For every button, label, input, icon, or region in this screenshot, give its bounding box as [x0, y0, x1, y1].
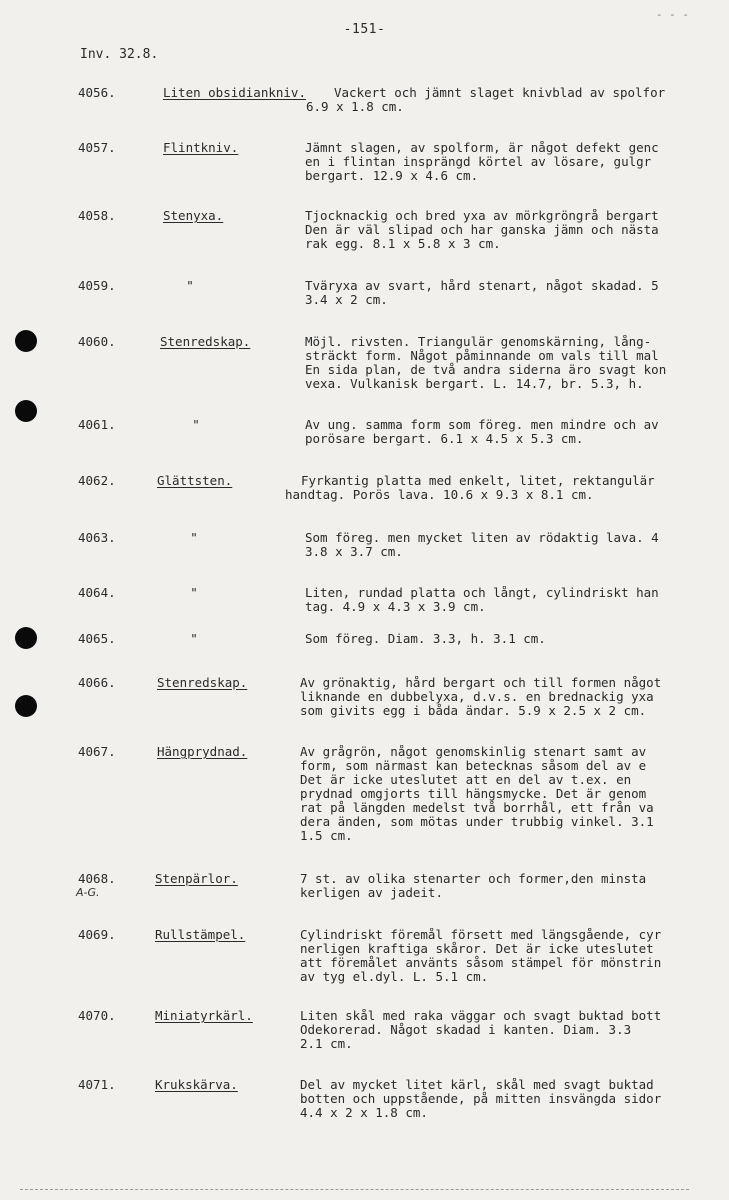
ditto-mark: "	[192, 417, 200, 432]
entry-name: Rullstämpel.	[155, 927, 246, 942]
entry-description: Vackert och jämnt slaget knivblad av spolfor 6.9 x 1.8 cm.	[306, 86, 666, 114]
entry-name: Flintkniv.	[163, 140, 239, 155]
entry-number: 4065.	[78, 631, 116, 646]
entry-number: 4070.	[78, 1008, 116, 1023]
entry-name: Hängprydnad.	[157, 744, 248, 759]
entry-number: 4059.	[78, 278, 116, 293]
ditto-mark: "	[190, 530, 198, 545]
entry-number: 4068.	[78, 871, 116, 886]
entry-number: 4063.	[78, 530, 116, 545]
inventory-header: Inv. 32.8.	[80, 47, 159, 62]
entry-description: Av grönaktig, hård bergart och till formen något liknande en dubbelyxa, d.v.s. en brednackig yxa som givits egg i båda ändar. 5.9 x 2.5 x 2 cm.	[300, 676, 662, 718]
entry-number: 4066.	[78, 675, 116, 690]
entry-subnumber: A-G.	[76, 886, 100, 899]
entry-description: Möjl. rivsten. Triangulär genomskärning, lång- sträckt form. Något påminnande om vals till mal En sida plan, de två andra siderna äro svagt kon vexa. Vulkanisk bergart. L. 14.7, br. 5.3, h.	[305, 335, 667, 391]
entry-description: Fyrkantig platta med enkelt, litet, rektangulär handtag. Porös lava. 10.6 x 9.3 x 8.1 cm.	[285, 474, 655, 502]
entry-number: 4071.	[78, 1077, 116, 1092]
entry-name: Liten obsidiankniv.	[163, 85, 306, 100]
entry-description: Tväryxa av svart, hård stenart, något skadad. 5 3.4 x 2 cm.	[305, 279, 659, 307]
entry-number: 4067.	[78, 744, 116, 759]
entry-number: 4058.	[78, 208, 116, 223]
entry-description: Liten, rundad platta och långt, cylindriskt han tag. 4.9 x 4.3 x 3.9 cm.	[305, 586, 659, 614]
entry-number: 4062.	[78, 473, 116, 488]
entry-description: Av ung. samma form som föreg. men mindre och av porösare bergart. 6.1 x 4.5 x 5.3 cm.	[305, 418, 659, 446]
entry-number: 4056.	[78, 85, 116, 100]
ditto-mark: "	[190, 585, 198, 600]
entry-description: Jämnt slagen, av spolform, är något defekt genc en i flintan insprängd körtel av lösare, gulgr bergart. 12.9 x 4.6 cm.	[305, 141, 659, 183]
entry-name: Stenredskap.	[157, 675, 248, 690]
entry-description: Del av mycket litet kärl, skål med svagt buktad botten och uppstående, på mitten insvängda sidor 4.4 x 2 x 1.8 cm.	[300, 1078, 662, 1120]
entry-number: 4069.	[78, 927, 116, 942]
entry-description: 7 st. av olika stenarter och former,den minsta kerligen av jadeit.	[300, 872, 647, 900]
entry-name: Krukskärva.	[155, 1077, 238, 1092]
entry-number: 4061.	[78, 417, 116, 432]
entry-number: 4057.	[78, 140, 116, 155]
entry-number: 4064.	[78, 585, 116, 600]
ditto-mark: "	[186, 278, 194, 293]
page-bottom-edge	[20, 1189, 689, 1190]
page-number: -151-	[343, 22, 386, 37]
entry-description: Som föreg. men mycket liten av rödaktig lava. 4 3.8 x 3.7 cm.	[305, 531, 659, 559]
entry-name: Glättsten.	[157, 473, 233, 488]
entry-description: Liten skål med raka väggar och svagt buktad bott Odekorerad. Något skadad i kanten. Diam. 3.3 2.1 cm.	[300, 1009, 662, 1051]
entry-description: Tjocknackig och bred yxa av mörkgröngrå bergart Den är väl slipad och har ganska jämn och nästa rak egg. 8.1 x 5.8 x 3 cm.	[305, 209, 659, 251]
entry-name: Stenyxa.	[163, 208, 224, 223]
entry-number: 4060.	[78, 334, 116, 349]
ditto-mark: "	[190, 631, 198, 646]
punch-hole	[15, 695, 37, 717]
entry-description: Som föreg. Diam. 3.3, h. 3.1 cm.	[305, 632, 546, 646]
entry-name: Stenpärlor.	[155, 871, 238, 886]
entry-name: Stenredskap.	[160, 334, 251, 349]
corner-mark: - - -	[655, 8, 689, 21]
entry-name: Miniatyrkärl.	[155, 1008, 253, 1023]
punch-hole	[15, 627, 37, 649]
entry-description: Cylindriskt föremål försett med längsgående, cyr nerligen kraftiga skåror. Det är icke uteslutet att föremålet använts såsom stämpel för mönstrin av tyg el.dyl. L. 5.1 cm.	[300, 928, 662, 984]
entry-description: Av grågrön, något genomskinlig stenart samt av form, som närmast kan betecknas såsom del av e Det är icke uteslutet att en del av t.ex. en prydnad omgjorts till hängsmycke. Det är genom rat på längden medelst två borrhål, ett från va dera änden, som mötas under trubbig vinkel. 3.1 1.5 cm.	[300, 745, 654, 843]
punch-hole	[15, 330, 37, 352]
punch-hole	[15, 400, 37, 422]
